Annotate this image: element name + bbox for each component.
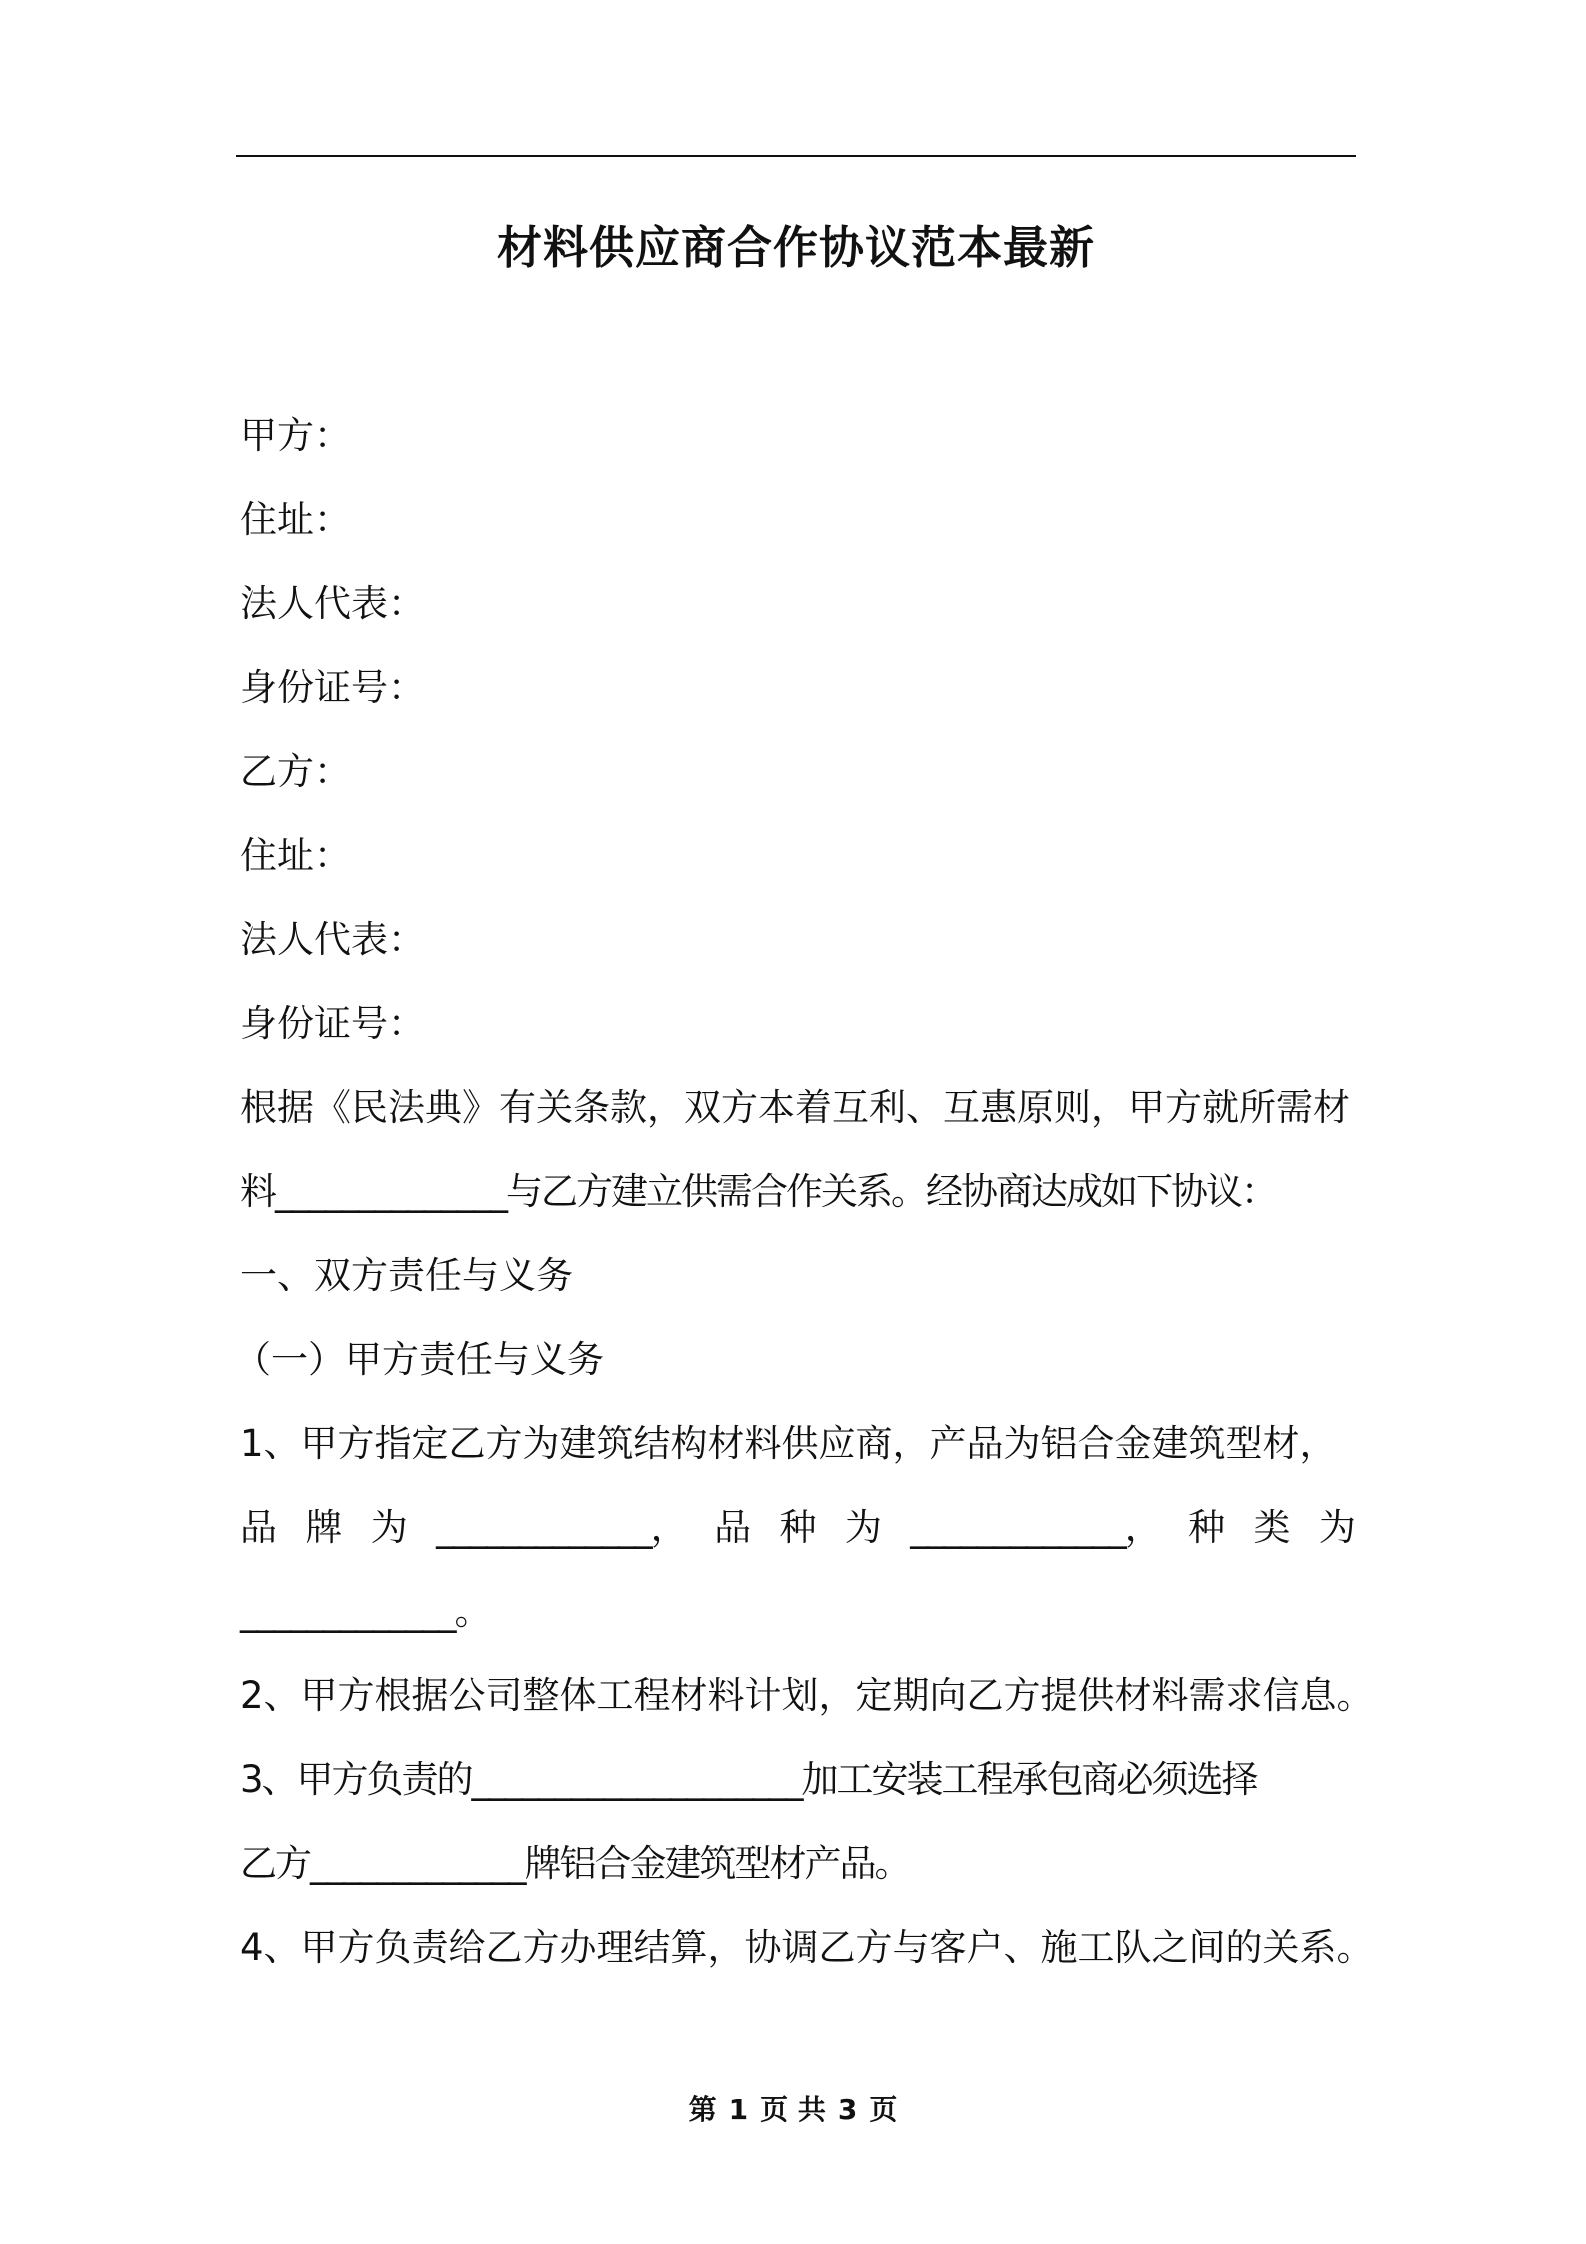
party-b-label: 乙方： bbox=[240, 750, 351, 793]
party-b-address-label: 住址： bbox=[240, 834, 351, 877]
brand-blank: _____________， bbox=[436, 1506, 686, 1549]
party-a-legal-rep-label: 法人代表： bbox=[240, 582, 425, 625]
intro-line-2: 料______________与乙方建立供需合作关系。经协商达成如下协议： bbox=[240, 1170, 1276, 1213]
clause-3-line-2: 乙方_____________牌铝合金建筑型材产品。 bbox=[240, 1842, 910, 1885]
clause-3-line-1: 3、甲方负责的____________________加工安装工程承包商必须选择 bbox=[240, 1758, 1257, 1801]
party-a-label: 甲方： bbox=[240, 414, 351, 457]
clause-1-word: 牌 bbox=[305, 1506, 343, 1549]
clause-1-word: 品 bbox=[714, 1506, 752, 1549]
party-a-address-label: 住址： bbox=[240, 498, 351, 541]
clause-2: 2、甲方根据公司整体工程材料计划，定期向乙方提供材料需求信息。 bbox=[240, 1674, 1374, 1717]
clause-1-word: 种 bbox=[779, 1506, 817, 1549]
party-a-id-label: 身份证号： bbox=[240, 666, 425, 709]
clause-4: 4、甲方负责给乙方办理结算，协调乙方与客户、施工队之间的关系。 bbox=[240, 1926, 1374, 1969]
page-mid-text: 页 共 bbox=[760, 2093, 826, 2126]
clause-1-word: 为 bbox=[844, 1506, 882, 1549]
clause-1-word: 为 bbox=[370, 1506, 408, 1549]
clause-1-word: 类 bbox=[1253, 1506, 1291, 1549]
total-page-number: 3 bbox=[837, 2093, 858, 2126]
clause-1-line-2 bbox=[240, 1498, 1356, 1558]
clause-1-line-1: 1、甲方指定乙方为建筑结构材料供应商，产品为铝合金建筑型材， bbox=[240, 1422, 1337, 1465]
page-footer bbox=[0, 2088, 1586, 2132]
clause-1-line-3: _____________。 bbox=[240, 1590, 490, 1633]
page-suffix: 页 bbox=[869, 2093, 898, 2126]
clause-1-word: 为 bbox=[1318, 1506, 1356, 1549]
party-b-id-label: 身份证号： bbox=[240, 1002, 425, 1045]
subsection-1-heading: （一）甲方责任与义务 bbox=[234, 1338, 604, 1381]
document-title: 材料供应商合作协议范本最新 bbox=[496, 221, 1095, 274]
clause-1-word: 种 bbox=[1188, 1506, 1226, 1549]
intro-line-1: 根据《民法典》有关条款，双方本着互利、互惠原则，甲方就所需材 bbox=[240, 1086, 1350, 1129]
party-b-legal-rep-label: 法人代表： bbox=[240, 918, 425, 961]
section-1-heading: 一、双方责任与义务 bbox=[240, 1254, 573, 1297]
variety-blank: _____________， bbox=[910, 1506, 1160, 1549]
clause-1-word: 品 bbox=[240, 1506, 277, 1549]
page-prefix: 第 bbox=[688, 2093, 717, 2126]
current-page-number: 1 bbox=[728, 2093, 749, 2126]
header-rule bbox=[236, 155, 1356, 157]
